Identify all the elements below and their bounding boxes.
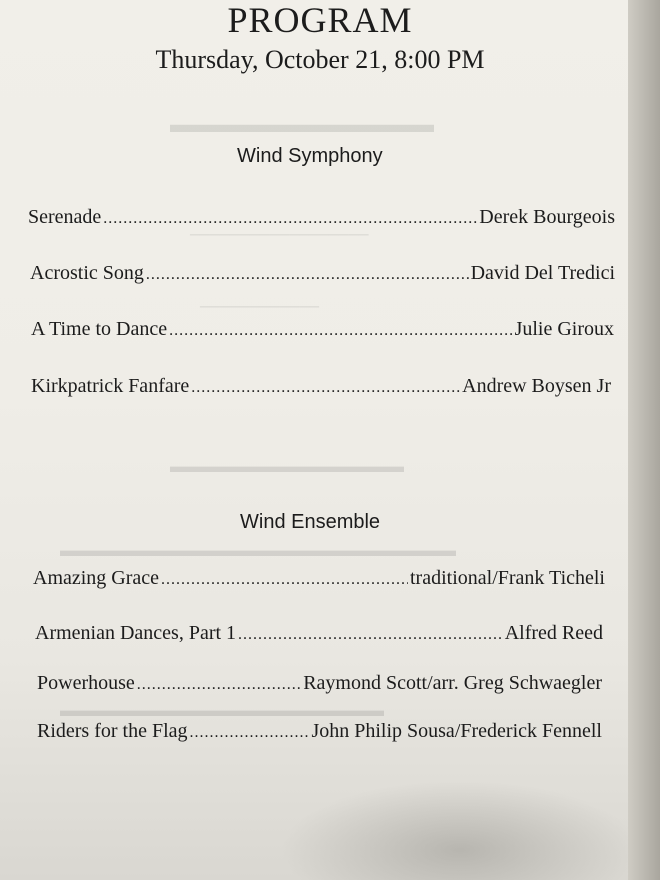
leader-dots [191,375,460,401]
program-entry [28,204,615,232]
leader-dots [103,206,477,232]
composer-name: John Philip Sousa/Frederick Fennell [311,720,602,742]
piece-title: A Time to Dance [31,318,168,340]
piece-title: Serenade [28,206,102,228]
background-surface [628,0,660,880]
show-through-texture: ▬▬▬▬▬▬▬▬▬▬▬ ────────────────── ──────────── ▬▬▬▬▬▬▬▬▬▬▬▬▬ ▬▬▬▬▬▬▬▬▬▬▬▬▬▬▬▬▬▬▬▬▬▬ ▬▬▬▬▬▬▬▬▬▬▬▬▬▬▬▬▬▬ [60,112,456,720]
piece-title: Amazing Grace [33,567,160,589]
composer-name: Julie Giroux [514,318,614,340]
program-entry [31,373,611,401]
composer-name: Raymond Scott/arr. Greg Schwaegler [303,672,602,694]
program-title: PROGRAM [227,0,413,40]
piece-title: Kirkpatrick Fanfare [31,375,190,397]
program-entry [37,718,602,746]
program-entry [33,565,605,593]
leader-dots [238,622,503,648]
composer-name: traditional/Frank Ticheli [410,567,605,589]
concert-datetime: Thursday, October 21, 8:00 PM [155,45,485,74]
program-entry [30,260,615,288]
shadow [280,780,628,880]
section-heading-wind-symphony: Wind Symphony [237,145,383,167]
composer-name: Alfred Reed [504,622,603,644]
piece-title: Powerhouse [37,672,135,694]
program-entry [31,316,614,344]
leader-dots [137,672,301,698]
piece-title: Armenian Dances, Part 1 [35,622,237,644]
section-heading-wind-ensemble: Wind Ensemble [240,511,381,533]
composer-name: Andrew Boysen Jr [462,375,611,397]
leader-dots [146,262,469,288]
leader-dots [161,567,408,593]
composer-name: David Del Tredici [470,262,615,284]
program-entry [35,620,603,648]
program-entry [37,670,602,698]
composer-name: Derek Bourgeois [479,206,615,228]
leader-dots [169,318,512,344]
piece-title: Acrostic Song [30,262,144,284]
piece-title: Riders for the Flag [37,720,188,742]
leader-dots [190,720,310,746]
